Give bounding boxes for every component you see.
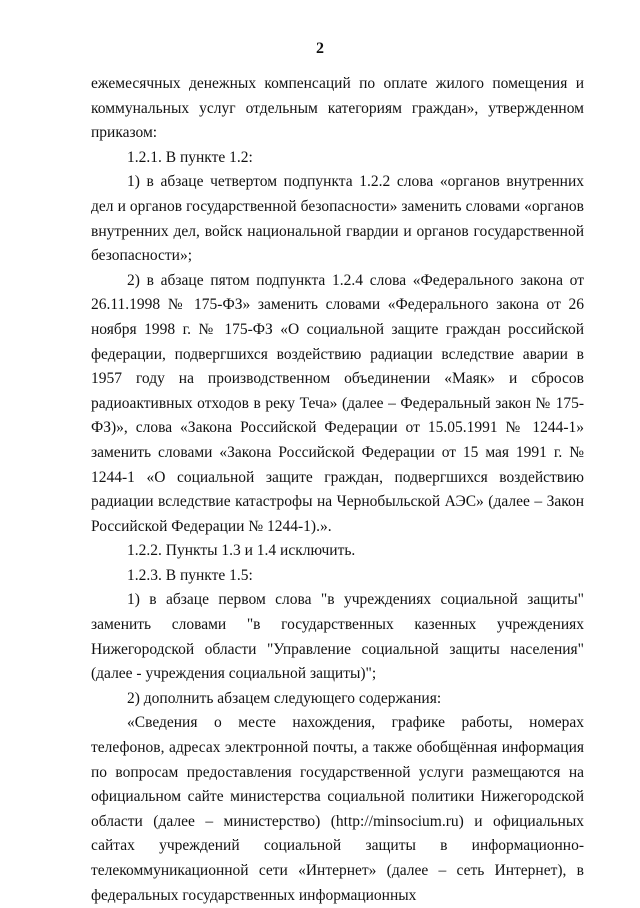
paragraph-1-2-3-heading: 1.2.3. В пункте 1.5: bbox=[127, 566, 253, 584]
paragraph-1-2-2: 1.2.2. Пункты 1.3 и 1.4 исключить. bbox=[127, 542, 356, 560]
document-body bbox=[91, 72, 584, 908]
paragraph-1-2-3-item-1: 1) в абзаце первом слова "в учреждениях социальной защиты" заменить словами "в государственных казенных учреждениях Нижегородской области "Управление социальной защиты населения" (далее - учреждения социальной защиты)"; bbox=[91, 591, 584, 683]
paragraph-quoted-addition: «Сведения о месте нахождения, графике работы, номерах телефонов, адресах электронной почты, а также обобщённая информация по вопросам предоставления государственной услуги размещаются на официальном сайте министерства социальной политики Нижегородской области (далее – министерство) (http://minsocium.ru) и официальных сайтах учреждений социальной защиты в информационно-телекоммуникационной сети «Интернет» (далее – сеть Интернет), в федеральных государственных информационных bbox=[91, 714, 584, 904]
paragraph-continuation: ежемесячных денежных компенсаций по оплате жилого помещения и коммунальных услуг отдельным категориям граждан», утвержденном приказом: bbox=[91, 75, 584, 142]
paragraph-1-2-3-item-2: 2) дополнить абзацем следующего содержания: bbox=[127, 689, 442, 707]
paragraph-1-2-1-heading: 1.2.1. В пункте 1.2: bbox=[127, 148, 253, 166]
paragraph-1-2-1-item-2: 2) в абзаце пятом подпункта 1.2.4 слова «Федерального закона от 26.11.1998 № 175-ФЗ» заменить словами «Федерального закона от 26 ноября 1998 г. № 175-ФЗ «О социальной защите граждан российской федерации, подвергшихся воздействию радиации вследствие аварии в 1957 году на производственном объединении «Маяк» и сбросов радиоактивных отходов в реку Теча» (далее – Федеральный закон № 175-ФЗ)», слова «Закона Российской Федерации от 15.05.1991 № 1244-1» заменить словами «Закона Российской Федерации от 15 мая 1991 г. № 1244-1 «О социальной защите граждан, подвергшихся воздействию радиации вследствие катастрофы на Чернобыльской АЭС» (далее – Закон Российской Федерации № 1244-1).». bbox=[91, 271, 584, 535]
page-number: 2 bbox=[316, 40, 324, 57]
paragraph-1-2-1-item-1: 1) в абзаце четвертом подпункта 1.2.2 слова «органов внутренних дел и органов государственной безопасности» заменить словами «органов внутренних дел, войск национальной гвардии и органов государственной безопасности»; bbox=[91, 173, 584, 265]
